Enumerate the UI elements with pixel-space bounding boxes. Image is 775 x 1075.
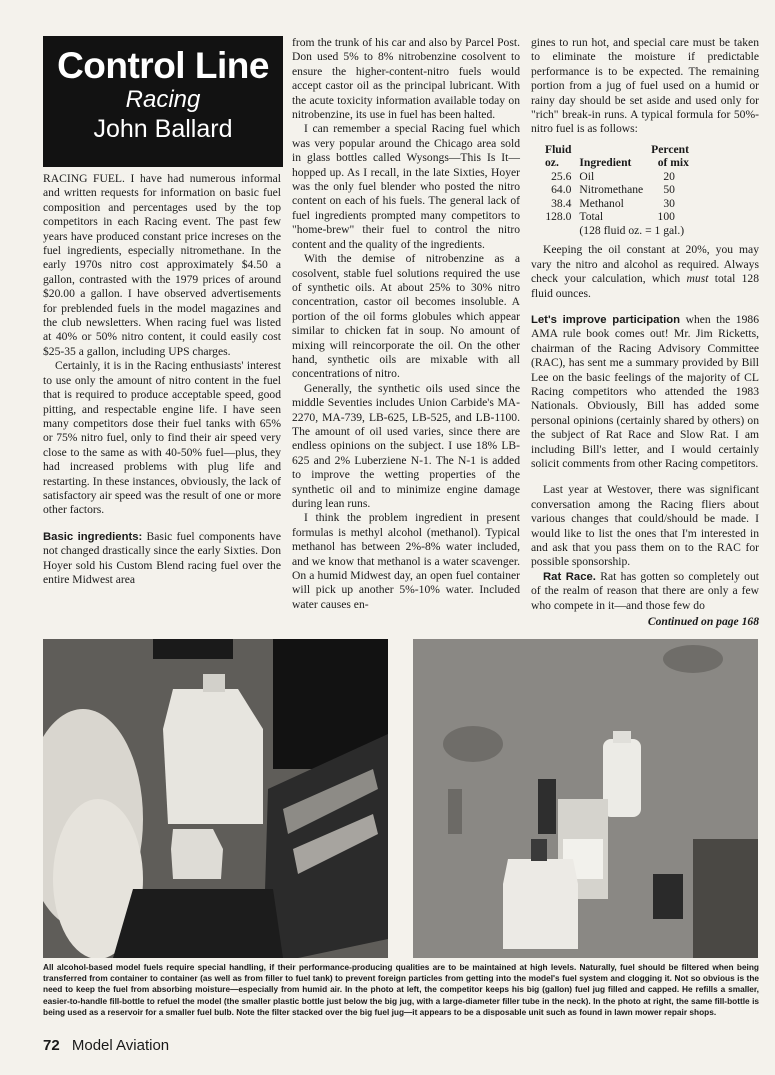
table-cell: Methanol [579,196,624,210]
section-lead: Let's improve participation [531,313,681,326]
table-cell: 100 [657,210,675,224]
text-column-2 [292,36,520,612]
paragraph-text: Rat has gotten so completely out of the realm of reason that there are only a few who compete in it—and those few do [531,569,759,612]
paragraph: gines to run hot, and special care must be taken to eliminate the moisture if predictable performance is to be expected. The remaining portion from a jug of fuel used on a humid or rainy day should be set aside and used only for "rich" break-in runs. A typical formula for 50%-nitro fuel is as follows: [531,36,759,136]
table-cell: 128.0 [545,210,572,224]
author-name: John Ballard [93,115,233,143]
emphasis: must [686,272,709,286]
table-row [541,197,693,211]
table-cell: 30 [663,196,675,210]
paragraph: Last year at Westover, there was significant conversation among the Racing fliers about various changes that could/should be made. I would like to list the ones that I'm interested in and ask that you pass them on to the RAC for possible sponsorship. [531,483,759,569]
table-cell: Total [579,210,604,224]
column-title: Control Line [57,45,269,86]
paragraph: Certainly, it is in the Racing enthusiasts' interest to use only the amount of nitro content in the fuel that is required to produce acceptable speed, good pitting, and respectable engine life. I have seen many competitors dose their fuel tanks with 65% or 75% nitro fuel, only to find their air speed very close to the same as with 40-50% fuel—plus, they had increased problems with plug life and restarting. In these instances, obviously, the lack of satisfactory air speed was the result of one or more other factors. [43,359,281,517]
table-header: Percent of mix [651,142,689,170]
paragraph: I think the problem ingredient in present formulas is methyl alcohol (methanol). Typical methanol has between 2%-8% water included, and we know that methanol is a water scavenger. On a humid Midwest day, an open fuel container will pick up another 5%-10% water. Included water causes en- [292,511,520,611]
page-footer [43,1037,169,1054]
table-cell: 20 [663,169,675,183]
photo-fill-bottle [413,639,758,958]
paragraph: Generally, the synthetic oils used since the middle Seventies includes Union Carbide's MA-2270, MA-739, LB-625, LB-525, and LB-1100. The amount of oil used varies, since there are endless opinions on the subject. I use 18% LB-625 and 2% Luberziene N-1. The N-1 is added to improve the wetting properties of the synthetic oil and to minimize engine damage during lean runs. [292,381,520,510]
fuel-formula-table [541,143,693,238]
table-row [541,170,693,184]
page-number: 72 [43,1037,60,1054]
continued-note: Continued on page 168 [647,615,759,629]
photo-fuel-jug [43,639,388,958]
magazine-name: Model Aviation [71,1037,170,1054]
table-cell: 25.6 [551,169,572,183]
paragraph: from the trunk of his car and also by Parcel Post. Don used 5% to 8% nitrobenzine cosolvent to ensure the higher-content-nitro fuels would accept castor oil as the principal lubricant. With the acute toxicity information available today on nitrobenzine, its use in fuel has been halted. [292,36,520,122]
paragraph: I can remember a special Racing fuel which was very popular around the Chicago area sold in glass bottles called Wysongs—This Is It—hopped up. As I recall, in the late Sixties, Hoyer was the only fuel blender who posted the nitro content on each of his fuels. The general lack of fuel ingredients prompted many competitors to "home-brew" their fuel to control the nitro content and the quality of the ingredients. [292,122,520,251]
table-cell: 38.4 [551,196,572,210]
paragraph-text: Keeping the oil constant at 20%, you may vary the nitro and alcohol as required. Always check your calculation, which [531,243,759,286]
table-header: Ingredient [579,156,632,170]
paragraph: RACING FUEL. I have had numerous informal and written requests for information on basic fuel composition and percentages used by the top competitors in each Racing event. The past few years have produced constant price increses on the fuel ingredients, especially nitromethane. In the early 1970s nitro cost approximately $4.50 a gallon, contrasted with the 1979 prices of around $20.00 a gallon. I have observed advertisements for preblended fuels in the model magazines and the club newsletters. When racing fuel was listed at 40% or 50% nitro content, it could easily cost $25-35 a gallon, including UPS charges. [43,172,281,358]
table-cell: 50 [663,183,675,197]
section-lead: Basic ingredients: [43,530,143,543]
photo-caption: All alcohol-based model fuels require special handling, if their performance-producing qualities are to be maintained at high levels. Naturally, fuel should be filtered when being transferred from container to container (as well as from filler to fuel tank) to prevent foreign particles from getting into the model's fuel system and clogging it. Not so obvious is the need to keep the fuel from absorbing moisture—especially from humid air. In the photo at left, the competitor keeps his big (gallon) fuel jug filled and capped. He refills a smaller, easier-to-handle fill-bottle to refuel the model (the smaller plastic bottle just below the big jug, with a large-diameter filler tube in the neck). In the photo at right, the same fill-bottle is being used as a reservoir for a smaller fuel bulb. Note the filter stacked over the big fuel jug—it appears to be a disposable unit such as found in lawn mower repair shops. [43,962,759,1017]
table-cell: Oil [579,169,595,183]
paragraph [531,243,759,301]
table-row [541,224,693,238]
table-header: Fluid oz. [545,142,572,170]
paragraph [43,530,281,588]
paragraph-text: when the 1986 AMA rule book comes out! Mr. Jim Ricketts, chairman of the Racing Advisory Committee (RAC), has sent me a summary provided by Bill Lee on the basic feelings of the majority of CL Racing competitors who attended the 1983 Nationals. Obviously, Bill has added some personal opinions (certainly shared by others) on the subject of Rat Race and Slow Rat. I am including Bill's letter, and I would certainly solicit comments from other Racing competitors. [531,312,759,471]
column-subtitle: Racing [125,86,201,113]
text-column-3 [531,36,759,630]
paragraph [531,313,759,471]
paragraph-text: total 128 fluid ounces. [531,272,760,300]
text-column-1 [43,172,281,587]
table-cell: Nitromethane [579,183,644,197]
table-note: (128 fluid oz. = 1 gal.) [579,223,685,237]
paragraph [531,570,759,613]
table-row [541,183,693,197]
table-cell: 64.0 [551,183,572,197]
table-row [541,210,693,224]
paragraph: With the demise of nitrobenzine as a cosolvent, stable fuel solutions required the use of synthetic oils. At about 25% to 30% nitro concentration, castor oil becomes insoluble. A portion of the oil forms globules which appear similar to chicken fat in soup. No amount of mixing will reincorporate the oil. On the other hand, synthetic oils are mixable with all concentrations of nitro. [292,252,520,381]
column-header [43,36,283,167]
section-lead: Rat Race. [543,570,596,583]
paragraph-text: Basic fuel components have not changed drastically since the early Sixties. Don Hoyer sold his Custom Blend racing fuel over the entire Midwest area [43,529,281,586]
